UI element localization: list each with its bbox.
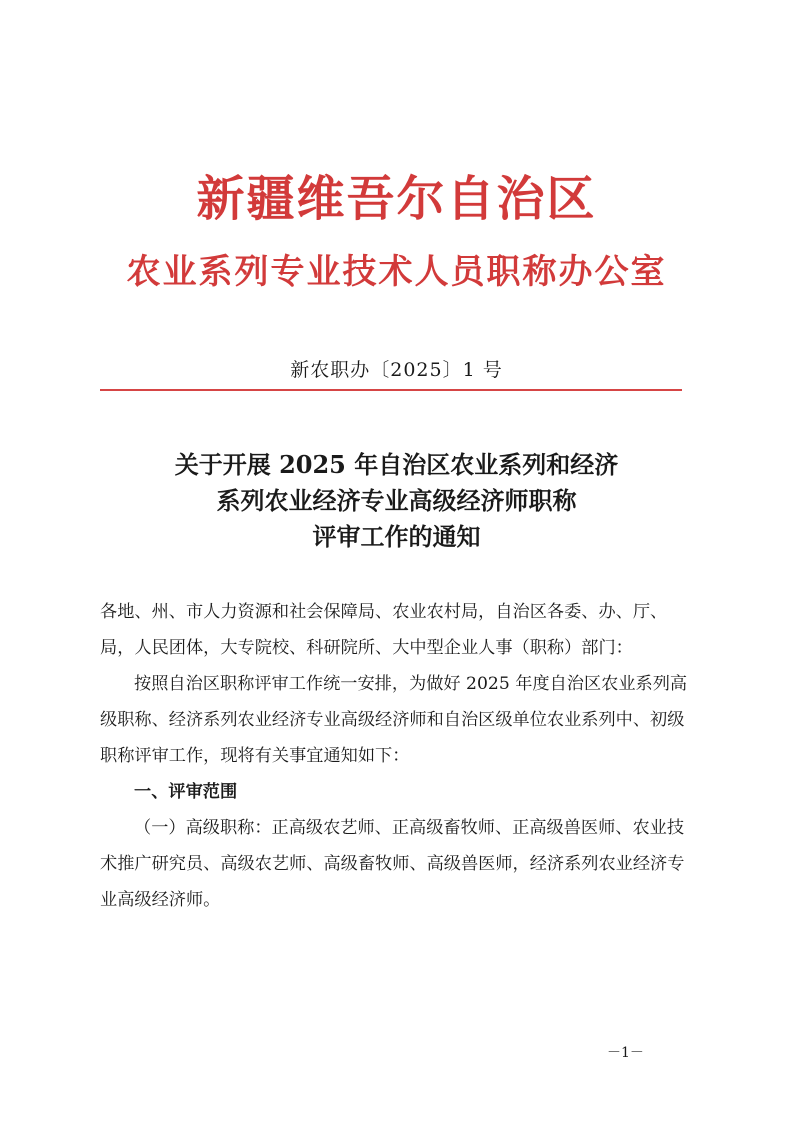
document-number: 新农职办〔2025〕1 号 [290,359,503,381]
document-title [90,447,703,555]
title-line-3: 评审工作的通知 [312,522,481,551]
addressee-paragraph: 各地、州、市人力资源和社会保障局、农业农村局，自治区各委、办、厅、局，人民团体，大专院校、科研院所、大中型企业人事（职称）部门： [100,602,668,658]
page-number: －1－ [607,1045,644,1061]
title-line-1: 关于开展 2025 年自治区农业系列和经济 [174,450,619,479]
document-body [100,594,700,918]
title-line-2: 系列农业经济专业高级经济师职称 [216,486,577,515]
red-divider [100,389,682,391]
section-item-paragraph: （一）高级职称：正高级农艺师、正高级畜牧师、正高级兽医师、农业技术推广研究员、高级农艺师、高级畜牧师、高级兽医师，经济系列农业经济专业高级经济师。 [100,818,685,910]
issuer-name: 新疆维吾尔自治区 [196,171,597,227]
issuer-office: 农业系列专业技术人员职称办公室 [126,252,667,292]
intro-paragraph: 按照自治区职称评审工作统一安排，为做好 2025 年度自治区农业系列高级职称、经济系列农业经济专业高级经济师和自治区级单位农业系列中、初级职称评审工作，现将有关事宜通知如下： [100,674,688,766]
section-heading: 一、评审范围 [134,782,238,802]
